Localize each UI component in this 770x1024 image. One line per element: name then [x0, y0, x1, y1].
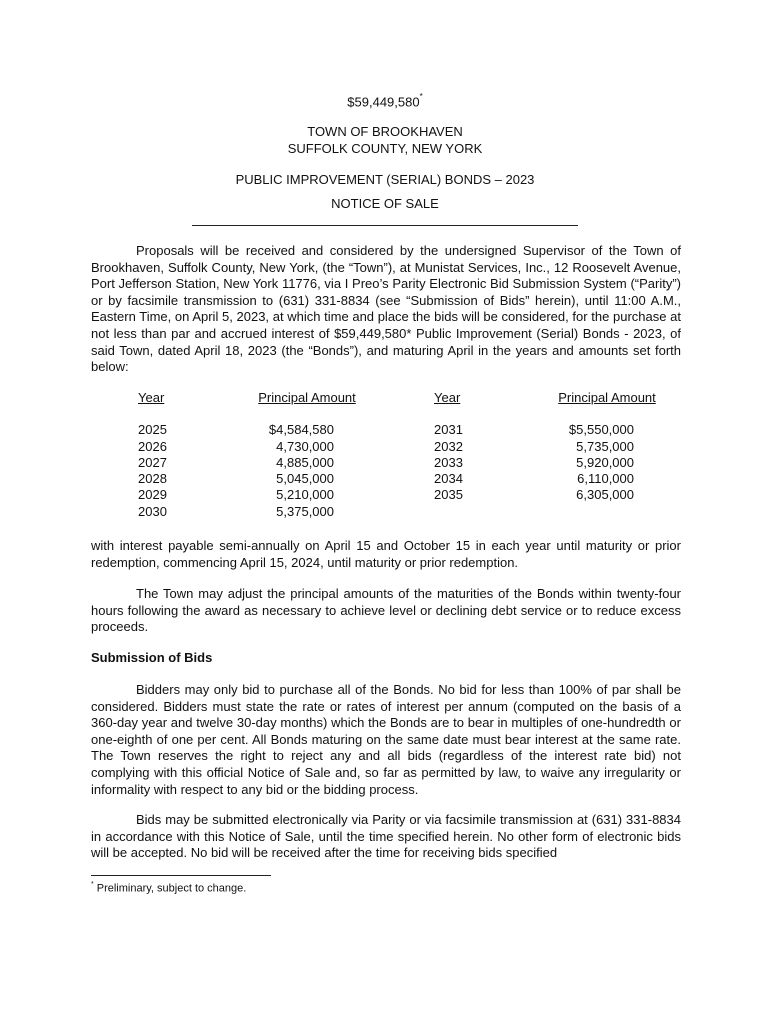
principal-amount: 5,920,000: [576, 454, 634, 470]
maturity-year: 2031: [434, 422, 463, 438]
submission-heading: Submission of Bids: [91, 650, 213, 665]
maturity-year: 2028: [138, 471, 167, 487]
bidders-paragraph-text: Bidders may only bid to purchase all of the Bonds. No bid for less than 100% of par shall be considered. Bidders must state the rate or rates of interest per annum (computed on the basis of a 360-day year and twelve 30-day months) which the Bonds are to bear in multiples of one-hundredth or one-eighth of one per cent. All Bonds maturing on the same date must bear interest at the same rate. The Town reserves the right to reject any and all bids (regardless of the interest rate bid) not complying with this official Notice of Sale and, so far as permitted by law, to waive any irregularity or informality with respect to any bid or the bidding process.: [91, 682, 681, 797]
amount-column-left: [230, 390, 356, 520]
principal-amount: 5,375,000: [276, 503, 334, 519]
notice-title: NOTICE OF SALE: [331, 196, 439, 211]
year-header: Year: [434, 390, 461, 405]
principal-amount: 6,305,000: [576, 487, 634, 503]
maturity-year: 2032: [434, 438, 463, 454]
principal-amount: 4,885,000: [276, 454, 334, 470]
maturity-year: 2029: [138, 487, 167, 503]
maturity-year: 2033: [434, 454, 463, 470]
footnote-marker: *: [419, 92, 423, 101]
electronic-paragraph-text: Bids may be submitted electronically via Parity or via facsimile transmission at (631) 331-8834 in accordance with this Notice of Sale, until the time specified herein. No other form of electronic bids will be accepted. No bid will be received after the time for receiving bids specified: [91, 812, 681, 861]
adjust-paragraph: [91, 586, 681, 636]
amount-list: [530, 422, 634, 503]
bond-amount-value: $59,449,580: [347, 94, 420, 110]
year-header: Year: [138, 390, 165, 405]
bond-amount: [0, 94, 770, 109]
intro-paragraph: [91, 243, 681, 376]
maturity-year: 2027: [138, 454, 167, 470]
footnote-marker: *: [91, 881, 94, 888]
maturity-year: 2025: [138, 422, 167, 438]
interest-paragraph: with interest payable semi-annually on April 15 and October 15 in each year until maturity or prior redemption, commencing April 15, 2024, until maturity or prior redemption.: [91, 538, 681, 570]
town-name: TOWN OF BROOKHAVEN: [307, 124, 463, 139]
year-column-left: [138, 390, 167, 520]
bonds-title: PUBLIC IMPROVEMENT (SERIAL) BONDS – 2023: [235, 172, 535, 187]
maturity-year: 2026: [138, 438, 167, 454]
year-list: [434, 422, 463, 503]
electronic-paragraph: [91, 812, 681, 862]
amount-list: [230, 422, 334, 520]
year-column-right: [434, 390, 463, 504]
principal-amount: 5,735,000: [576, 438, 634, 454]
title-divider: [192, 225, 578, 226]
bidders-paragraph: [91, 682, 681, 798]
amount-header: Principal Amount: [258, 390, 356, 405]
adjust-paragraph-text: The Town may adjust the principal amounts of the maturities of the Bonds within twenty-four hours following the award as necessary to achieve level or declining debt service or to reduce excess proceeds.: [91, 586, 681, 635]
maturity-year: 2034: [434, 471, 463, 487]
footnote-divider: [91, 875, 271, 876]
intro-paragraph-text: Proposals will be received and considered by the undersigned Supervisor of the Town of Brookhaven, Suffolk County, New York, (the “Town”), at Munistat Services, Inc., 12 Roosevelt Avenue, Port Jefferson Station, New York 11776, via I Preo’s Parity Electronic Bid Submission System (“Parity”) or by facsimile transmission to (631) 331-8834 (see “Submission of Bids” herein), until 11:00 A.M., Eastern Time, on April 5, 2023, at which time and place the bids will be considered, for the purchase at not less than par and accrued interest of $59,449,580* Public Improvement (Serial) Bonds - 2023, of said Town, dated April 18, 2023 (the “Bonds”), and maturing April in the years and amounts set forth below:: [91, 243, 681, 375]
amount-header: Principal Amount: [558, 390, 656, 405]
year-list: [138, 422, 167, 520]
principal-amount: 6,110,000: [577, 471, 634, 487]
principal-amount: $4,584,580: [268, 422, 334, 438]
principal-amount: $5,550,000: [568, 422, 634, 438]
principal-amount: 5,045,000: [276, 471, 334, 487]
issuer-block: [0, 123, 770, 157]
amount-column-right: [530, 390, 656, 504]
maturity-year: 2030: [138, 503, 167, 519]
maturity-year: 2035: [434, 487, 463, 503]
principal-amount: 5,210,000: [276, 487, 334, 503]
principal-amount: 4,730,000: [276, 438, 334, 454]
county-name: SUFFOLK COUNTY, NEW YORK: [287, 141, 483, 156]
footnote-text: Preliminary, subject to change.: [96, 882, 247, 895]
footnote: [91, 882, 246, 895]
